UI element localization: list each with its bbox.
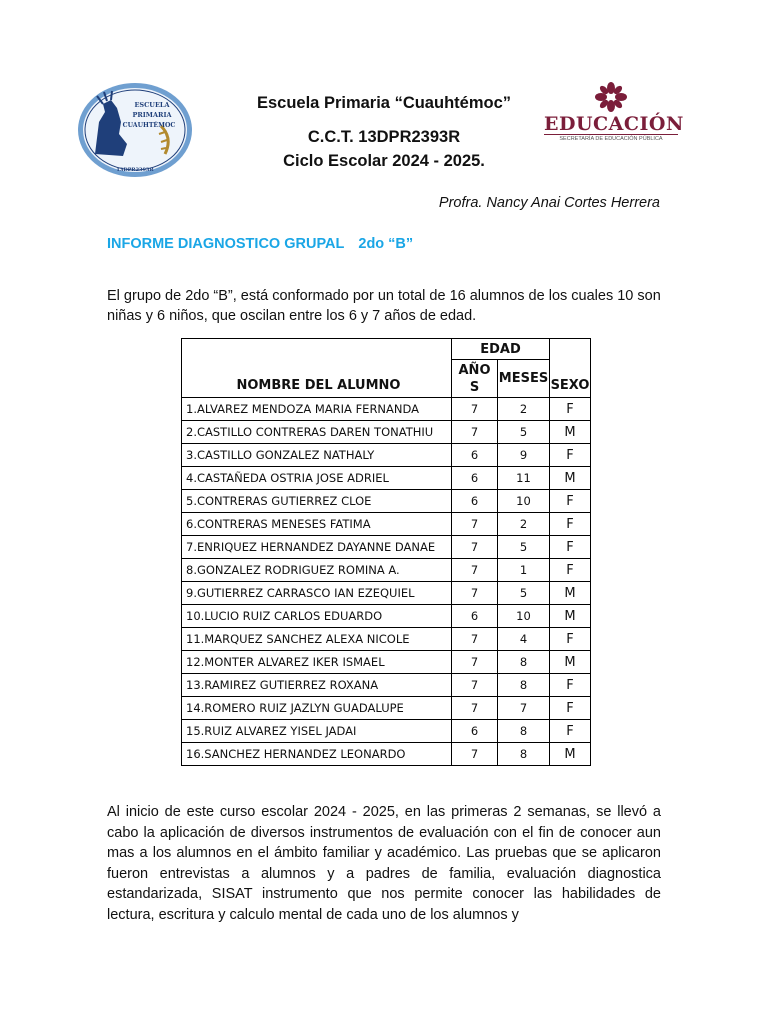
student-sex: M xyxy=(550,582,591,605)
student-name: 5.CONTRERAS GUTIERREZ CLOE xyxy=(182,490,452,513)
student-years: 7 xyxy=(452,674,498,697)
header-months: MESES xyxy=(498,360,550,398)
student-name: 13.RAMIREZ GUTIERREZ ROXANA xyxy=(182,674,452,697)
student-months: 2 xyxy=(498,513,550,536)
student-years: 6 xyxy=(452,467,498,490)
student-sex: M xyxy=(550,467,591,490)
report-title-main: INFORME DIAGNOSTICO GRUPAL xyxy=(107,236,345,252)
student-sex: F xyxy=(550,559,591,582)
student-sex: M xyxy=(550,743,591,766)
student-years: 7 xyxy=(452,651,498,674)
intro-paragraph: El grupo de 2do “B”, está conformado por un total de 16 alumnos de los cuales 10 son niñas y 6 niños, que oscilan entre los 6 y 7 años de edad. xyxy=(107,288,661,324)
student-months: 8 xyxy=(498,674,550,697)
education-logo-word: EDUCACIÓN xyxy=(544,113,684,135)
school-year: Ciclo Escolar 2024 - 2025. xyxy=(283,152,485,170)
student-years: 6 xyxy=(452,490,498,513)
table-row xyxy=(182,605,591,628)
student-sex: F xyxy=(550,398,591,421)
table-row xyxy=(182,697,591,720)
student-years: 7 xyxy=(452,513,498,536)
student-sex: F xyxy=(550,490,591,513)
student-months: 8 xyxy=(498,651,550,674)
student-months: 4 xyxy=(498,628,550,651)
student-months: 5 xyxy=(498,421,550,444)
student-months: 8 xyxy=(498,743,550,766)
student-years: 7 xyxy=(452,697,498,720)
student-years: 6 xyxy=(452,605,498,628)
student-years: 7 xyxy=(452,582,498,605)
student-months: 5 xyxy=(498,582,550,605)
student-months: 2 xyxy=(498,398,550,421)
student-sex: M xyxy=(550,605,591,628)
student-sex: F xyxy=(550,536,591,559)
student-name: 3.CASTILLO GONZALEZ NATHALY xyxy=(182,444,452,467)
student-sex: F xyxy=(550,720,591,743)
table-row xyxy=(182,720,591,743)
student-months: 7 xyxy=(498,697,550,720)
student-sex: F xyxy=(550,628,591,651)
student-months: 11 xyxy=(498,467,550,490)
student-months: 8 xyxy=(498,720,550,743)
table-row xyxy=(182,559,591,582)
table-row xyxy=(182,628,591,651)
student-years: 7 xyxy=(452,421,498,444)
table-row xyxy=(182,582,591,605)
student-name: 4.CASTAÑEDA OSTRIA JOSE ADRIEL xyxy=(182,467,452,490)
table-row xyxy=(182,651,591,674)
student-sex: F xyxy=(550,444,591,467)
student-name: 12.MONTER ALVAREZ IKER ISMAEL xyxy=(182,651,452,674)
student-months: 10 xyxy=(498,605,550,628)
header-name: NOMBRE DEL ALUMNO xyxy=(182,339,452,398)
student-sex: F xyxy=(550,697,591,720)
table-row xyxy=(182,467,591,490)
student-years: 7 xyxy=(452,628,498,651)
student-name: 16.SANCHEZ HERNANDEZ LEONARDO xyxy=(182,743,452,766)
student-name: 1.ALVAREZ MENDOZA MARIA FERNANDA xyxy=(182,398,452,421)
student-months: 9 xyxy=(498,444,550,467)
student-months: 10 xyxy=(498,490,550,513)
students-table xyxy=(181,338,591,766)
closing-paragraph: Al inicio de este curso escolar 2024 - 2025, en las primeras 2 semanas, se llevó a cabo la aplicación de diversos instrumentos de evaluación con el fin de conocer aun mas a los alumnos en el ámbito familiar y académico. Las pruebas que se aplicaron fueron entrevistas a alumnos y a padres de familia, evaluación diagnostica estandarizada, SISAT instrumento que nos permite conocer las habilidades de lectura, escritura y calculo mental de cada uno de los alumnos y xyxy=(107,804,661,923)
education-logo-subtitle: SECRETARÍA DE EDUCACIÓN PÚBLICA xyxy=(544,134,678,143)
student-name: 11.MARQUEZ SANCHEZ ALEXA NICOLE xyxy=(182,628,452,651)
students-table-body xyxy=(182,398,591,766)
table-row xyxy=(182,421,591,444)
table-row xyxy=(182,743,591,766)
school-name: Escuela Primaria “Cuauhtémoc” xyxy=(256,94,511,112)
table-row xyxy=(182,513,591,536)
school-cct: C.C.T. 13DPR2393R xyxy=(307,128,461,146)
table-row xyxy=(182,536,591,559)
student-name: 9.GUTIERREZ CARRASCO IAN EZEQUIEL xyxy=(182,582,452,605)
report-title xyxy=(107,236,413,252)
student-name: 10.LUCIO RUIZ CARLOS EDUARDO xyxy=(182,605,452,628)
svg-text:PRIMARIA: PRIMARIA xyxy=(132,111,172,119)
header-age-group: EDAD xyxy=(452,339,550,360)
student-years: 6 xyxy=(452,720,498,743)
table-row xyxy=(182,398,591,421)
student-years: 7 xyxy=(452,398,498,421)
student-years: 6 xyxy=(452,444,498,467)
student-name: 15.RUIZ ALVAREZ YISEL JADAI xyxy=(182,720,452,743)
student-months: 5 xyxy=(498,536,550,559)
student-name: 2.CASTILLO CONTRERAS DAREN TONATHIU xyxy=(182,421,452,444)
table-row xyxy=(182,444,591,467)
student-years: 7 xyxy=(452,559,498,582)
student-name: 7.ENRIQUEZ HERNANDEZ DAYANNE DANAE xyxy=(182,536,452,559)
student-sex: F xyxy=(550,674,591,697)
table-row xyxy=(182,490,591,513)
teacher-name: Profra. Nancy Anai Cortes Herrera xyxy=(438,195,660,211)
svg-text:13DPR2393R: 13DPR2393R xyxy=(116,167,154,173)
student-years: 7 xyxy=(452,536,498,559)
student-sex: M xyxy=(550,651,591,674)
student-years: 7 xyxy=(452,743,498,766)
student-name: 6.CONTRERAS MENESES FATIMA xyxy=(182,513,452,536)
report-title-group: 2do “B” xyxy=(358,236,414,252)
student-sex: M xyxy=(550,421,591,444)
svg-text:CUAUHTÉMOC: CUAUHTÉMOC xyxy=(122,122,176,129)
flower-icon xyxy=(595,82,627,112)
student-sex: F xyxy=(550,513,591,536)
svg-text:ESCUELA: ESCUELA xyxy=(134,101,170,109)
table-row xyxy=(182,674,591,697)
student-name: 8.GONZALEZ RODRIGUEZ ROMINA A. xyxy=(182,559,452,582)
header-sex: SEXO xyxy=(550,339,591,398)
header-years: AÑO S xyxy=(452,360,498,398)
student-months: 1 xyxy=(498,559,550,582)
student-name: 14.ROMERO RUIZ JAZLYN GUADALUPE xyxy=(182,697,452,720)
